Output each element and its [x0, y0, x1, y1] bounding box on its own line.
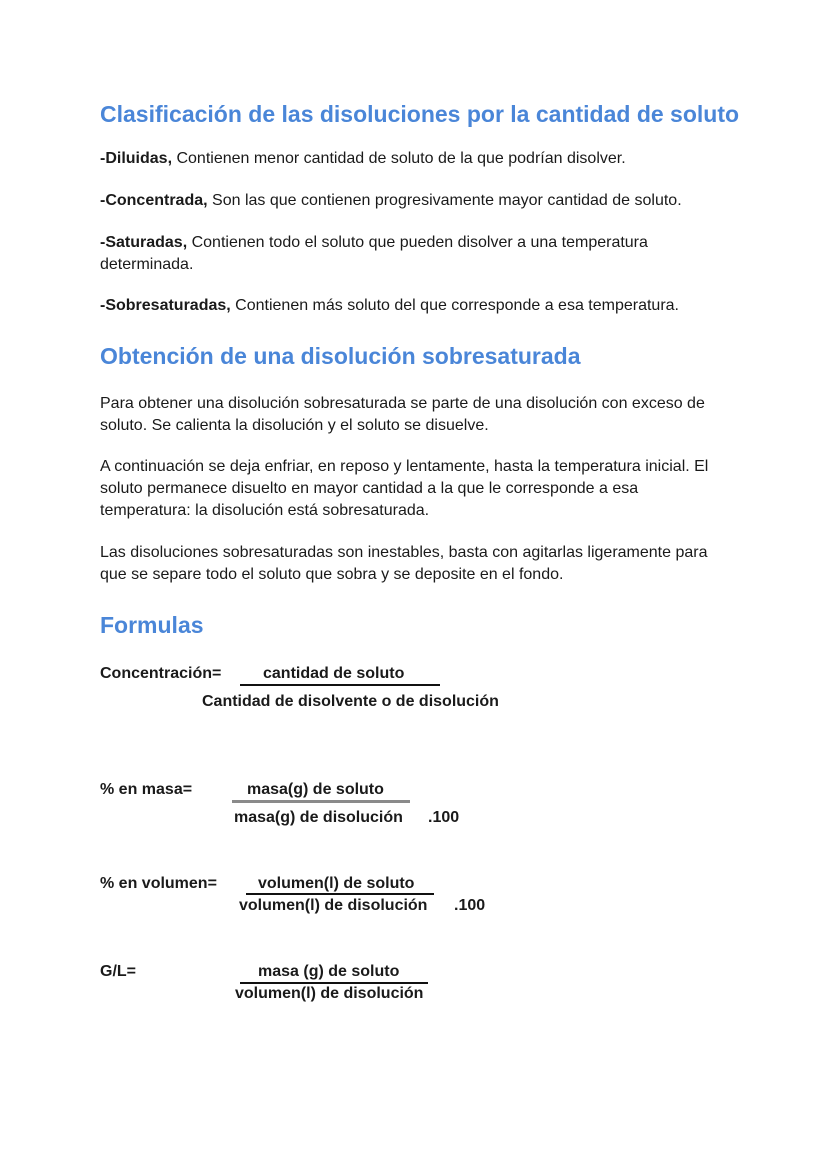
- formula-numerator: masa(g) de soluto: [247, 781, 384, 798]
- formula-denominator: masa(g) de disolución: [234, 809, 403, 826]
- formula-label: Concentración=: [100, 665, 222, 682]
- definition-text: Contienen todo el soluto que pueden disolver a una temperatura determinada.: [100, 234, 648, 273]
- definition-concentrada: [100, 190, 740, 212]
- section-title-classification: Clasificación de las disoluciones por la cantidad de soluto: [100, 101, 740, 127]
- formula-numerator: cantidad de soluto: [263, 665, 405, 682]
- term-saturadas: -Saturadas,: [100, 234, 188, 251]
- formula-denominator: volumen(l) de disolución: [239, 897, 428, 914]
- fraction-bar: [240, 982, 428, 984]
- paragraph-3: Las disoluciones sobresaturadas son inestables, basta con agitarlas ligeramente para que se separe todo el soluto que sobra y se deposite en el fondo.: [100, 544, 708, 583]
- definition-text: Contienen menor cantidad de soluto de la que podrían disolver.: [172, 150, 626, 167]
- term-concentrada: -Concentrada,: [100, 192, 208, 209]
- formula-label: % en volumen=: [100, 875, 217, 892]
- formula-numerator: volumen(l) de soluto: [258, 875, 415, 892]
- formula-denominator: Cantidad de disolvente o de disolución: [202, 693, 499, 710]
- formula-factor: .100: [428, 809, 460, 826]
- section-title-supersaturated: Obtención de una disolución sobresaturada: [100, 343, 581, 369]
- formula-label: G/L=: [100, 963, 137, 980]
- term-diluidas: -Diluidas,: [100, 150, 173, 167]
- definition-text: Son las que contienen progresivamente mayor cantidad de soluto.: [207, 192, 682, 209]
- paragraph-2: A continuación se deja enfriar, en reposo y lentamente, hasta la temperatura inicial. El soluto permanece disuelto en mayor cantidad a la que le corresponde a esa temperatura: la disolución está sobresaturada.: [100, 458, 709, 519]
- definition-text: Contienen más soluto del que corresponde a esa temperatura.: [230, 297, 679, 314]
- paragraph-1: Para obtener una disolución sobresaturada se parte de una disolución con exceso de soluto. Se calienta la disolución y el soluto se disuelve.: [100, 395, 705, 434]
- formula-label: % en masa=: [100, 781, 193, 798]
- definition-sobresaturadas: [100, 295, 740, 317]
- term-sobresaturadas: -Sobresaturadas,: [100, 297, 231, 314]
- fraction-bar: [246, 893, 434, 895]
- formula-numerator: masa (g) de soluto: [258, 963, 400, 980]
- definition-saturadas: [100, 232, 690, 276]
- fraction-bar: [232, 800, 410, 803]
- formula-denominator: volumen(l) de disolución: [235, 985, 424, 1002]
- fraction-bar: [240, 684, 440, 686]
- definition-diluidas: [100, 148, 740, 170]
- formula-factor: .100: [454, 897, 486, 914]
- section-title-formulas: Formulas: [100, 612, 204, 638]
